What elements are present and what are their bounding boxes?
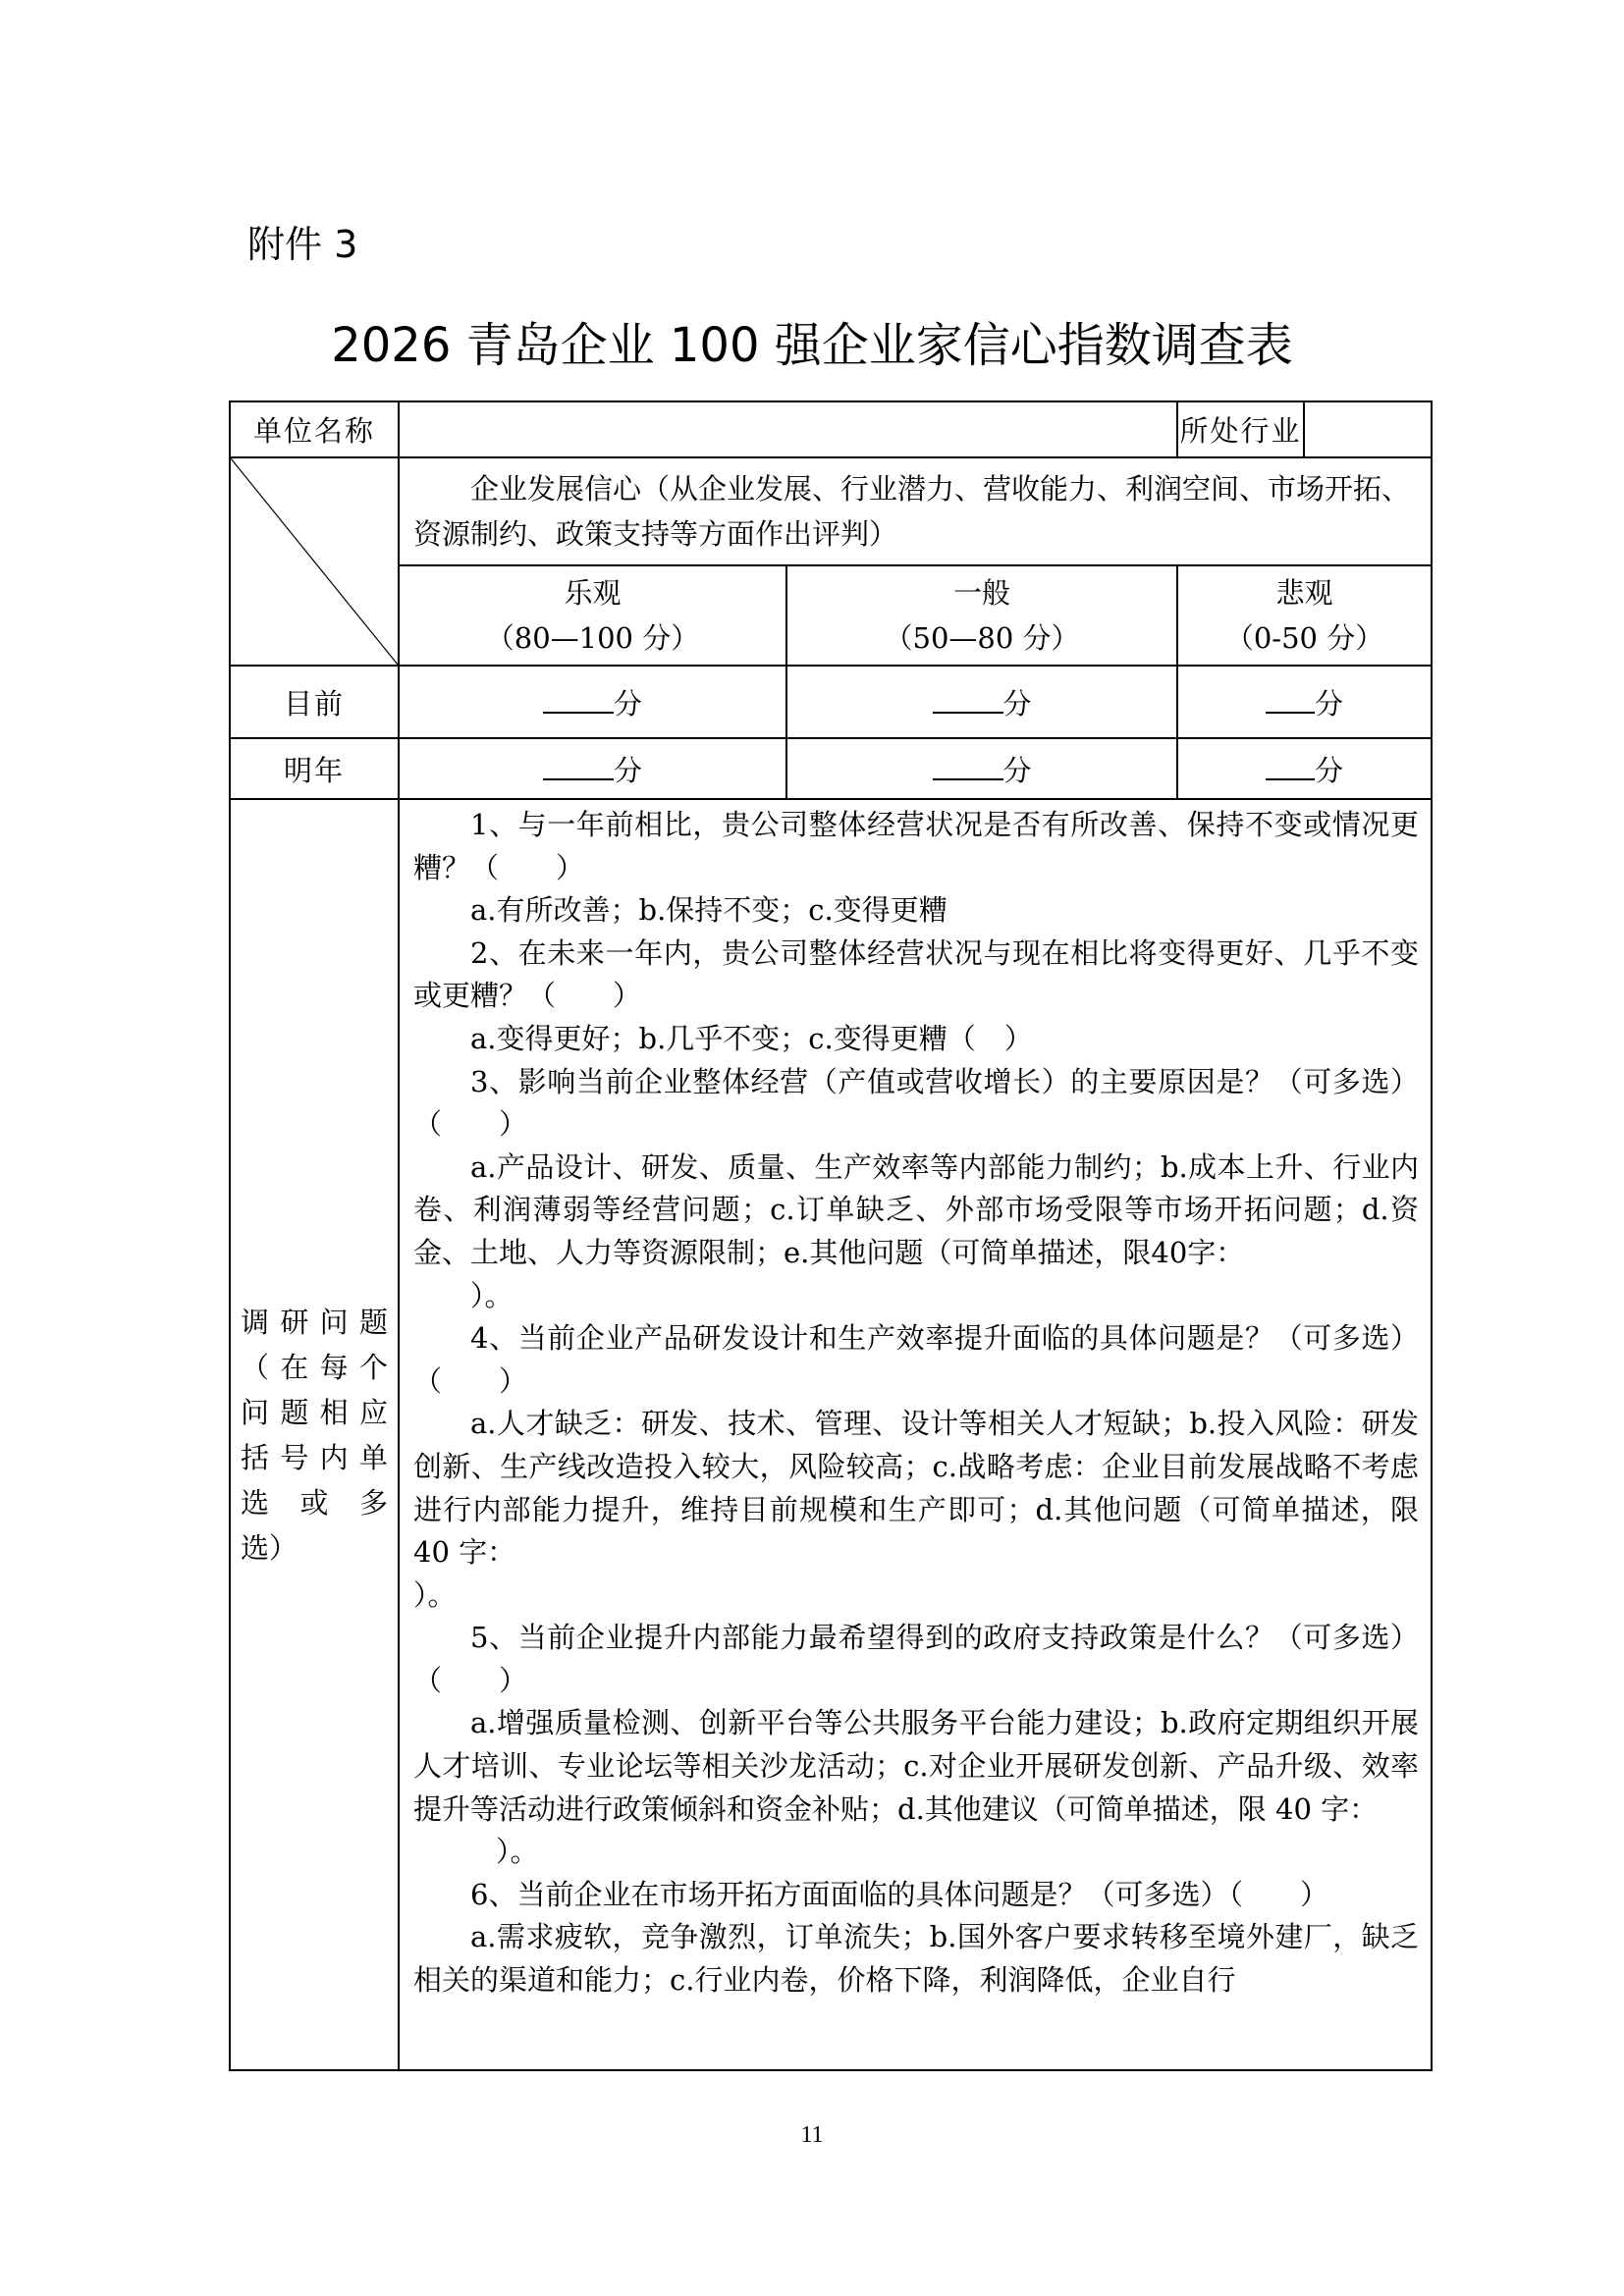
level-neutral bbox=[786, 565, 1177, 666]
industry-field[interactable] bbox=[1304, 401, 1432, 457]
score-unit: 分 bbox=[613, 753, 642, 787]
page-number: 11 bbox=[800, 2122, 824, 2148]
question-6-options: a.需求疲软，竞争激烈，订单流失；b.国外客户要求转移至境外建厂，缺乏相关的渠道和能力；c.行业内卷，价格下降，利润降低，企业自行 bbox=[413, 1920, 1420, 1998]
score-unit: 分 bbox=[1315, 686, 1344, 721]
industry-label: 所处行业 bbox=[1177, 401, 1304, 457]
question-4-options: a.人才缺乏：研发、技术、管理、设计等相关人才短缺；b.投入风险：研发创新、生产线改造投入较大，风险较高；c.战略考虑：企业目前发展战略不考虑进行内部能力提升，维持目前规模和生产即可；d.其他问题（可简单描述，限 40 字： bbox=[413, 1407, 1420, 1570]
next-neutral-score[interactable] bbox=[786, 738, 1177, 799]
unit-name-field[interactable] bbox=[399, 401, 1177, 457]
questions-cell bbox=[399, 799, 1432, 2070]
level-optimistic bbox=[399, 565, 786, 666]
row-label-current: 目前 bbox=[230, 666, 399, 738]
page-title: 2026 青岛企业 100 强企业家信心指数调查表 bbox=[331, 318, 1293, 373]
question-3: 3、影响当前企业整体经营（产值或营收增长）的主要原因是？（可多选）（ ） bbox=[413, 1064, 1420, 1142]
question-6: 6、当前企业在市场开拓方面面临的具体问题是？（可多选）（ ） bbox=[470, 1877, 1328, 1911]
question-1: 1、与一年前相比，贵公司整体经营状况是否有所改善、保持不变或情况更糟？（ ） bbox=[413, 808, 1420, 884]
level-pessimistic bbox=[1177, 565, 1432, 666]
research-questions-label: 调研问题 （在每个 问题相应 括号内单 选 或 多 选） bbox=[230, 799, 399, 2070]
score-unit: 分 bbox=[613, 686, 642, 721]
score-blank[interactable] bbox=[543, 682, 614, 714]
question-1-options: a.有所改善；b.保持不变；c.变得更糟 bbox=[470, 893, 947, 928]
unit-name-label: 单位名称 bbox=[230, 401, 399, 457]
score-blank[interactable] bbox=[1266, 682, 1315, 714]
current-pessimistic-score[interactable] bbox=[1177, 666, 1432, 738]
score-unit: 分 bbox=[1315, 753, 1344, 787]
diagonal-line bbox=[231, 458, 398, 665]
score-blank[interactable] bbox=[933, 682, 1003, 714]
question-2-options: a.变得更好；b.几乎不变；c.变得更糟（ ） bbox=[470, 1021, 1033, 1055]
next-optimistic-score[interactable] bbox=[399, 738, 786, 799]
question-4: 4、当前企业产品研发设计和生产效率提升面临的具体问题是？（可多选）（ ） bbox=[413, 1321, 1420, 1398]
level-range: （50—80 分） bbox=[884, 621, 1080, 655]
current-neutral-score[interactable] bbox=[786, 666, 1177, 738]
question-5: 5、当前企业提升内部能力最希望得到的政府支持政策是什么？（可多选）（ ） bbox=[413, 1621, 1420, 1697]
question-3-close: ）。 bbox=[470, 1278, 514, 1312]
diagonal-header-cell bbox=[230, 457, 399, 666]
current-optimistic-score[interactable] bbox=[399, 666, 786, 738]
survey-table bbox=[229, 400, 1433, 2071]
attachment-label: 附件 3 bbox=[247, 223, 358, 266]
score-blank[interactable] bbox=[1266, 749, 1315, 780]
level-range: （80—100 分） bbox=[485, 621, 700, 655]
score-blank[interactable] bbox=[543, 749, 614, 780]
confidence-intro: 企业发展信心（从企业发展、行业潜力、营收能力、利润空间、市场开拓、资源制约、政策支持等方面作出评判） bbox=[399, 457, 1432, 565]
score-blank[interactable] bbox=[933, 749, 1003, 780]
next-pessimistic-score[interactable] bbox=[1177, 738, 1432, 799]
level-name: 乐观 bbox=[564, 576, 622, 610]
row-label-next-year: 明年 bbox=[230, 738, 399, 799]
question-2: 2、在未来一年内，贵公司整体经营状况与现在相比将变得更好、几乎不变或更糟？（ ） bbox=[413, 935, 1420, 1013]
score-unit: 分 bbox=[1002, 686, 1032, 721]
question-5-close: ）。 bbox=[496, 1835, 539, 1869]
level-name: 一般 bbox=[953, 576, 1011, 610]
question-5-options: a.增强质量检测、创新平台等公共服务平台能力建设；b.政府定期组织开展人才培训、专业论坛等相关沙龙活动；c.对企业开展研发创新、产品升级、效率提升等活动进行政策倾斜和资金补贴；d.其他建议（可简单描述，限 40 字： bbox=[413, 1706, 1420, 1826]
question-4-close: ）。 bbox=[413, 1577, 457, 1612]
score-unit: 分 bbox=[1002, 753, 1032, 787]
level-range: （0-50 分） bbox=[1224, 621, 1384, 655]
level-name: 悲观 bbox=[1275, 576, 1333, 610]
question-3-options: a.产品设计、研发、质量、生产效率等内部能力制约；b.成本上升、行业内卷、利润薄弱等经营问题；c.订单缺乏、外部市场受限等市场开拓问题；d.资金、土地、人力等资源限制；e.其他问题（可简单描述，限40字： bbox=[413, 1149, 1420, 1269]
